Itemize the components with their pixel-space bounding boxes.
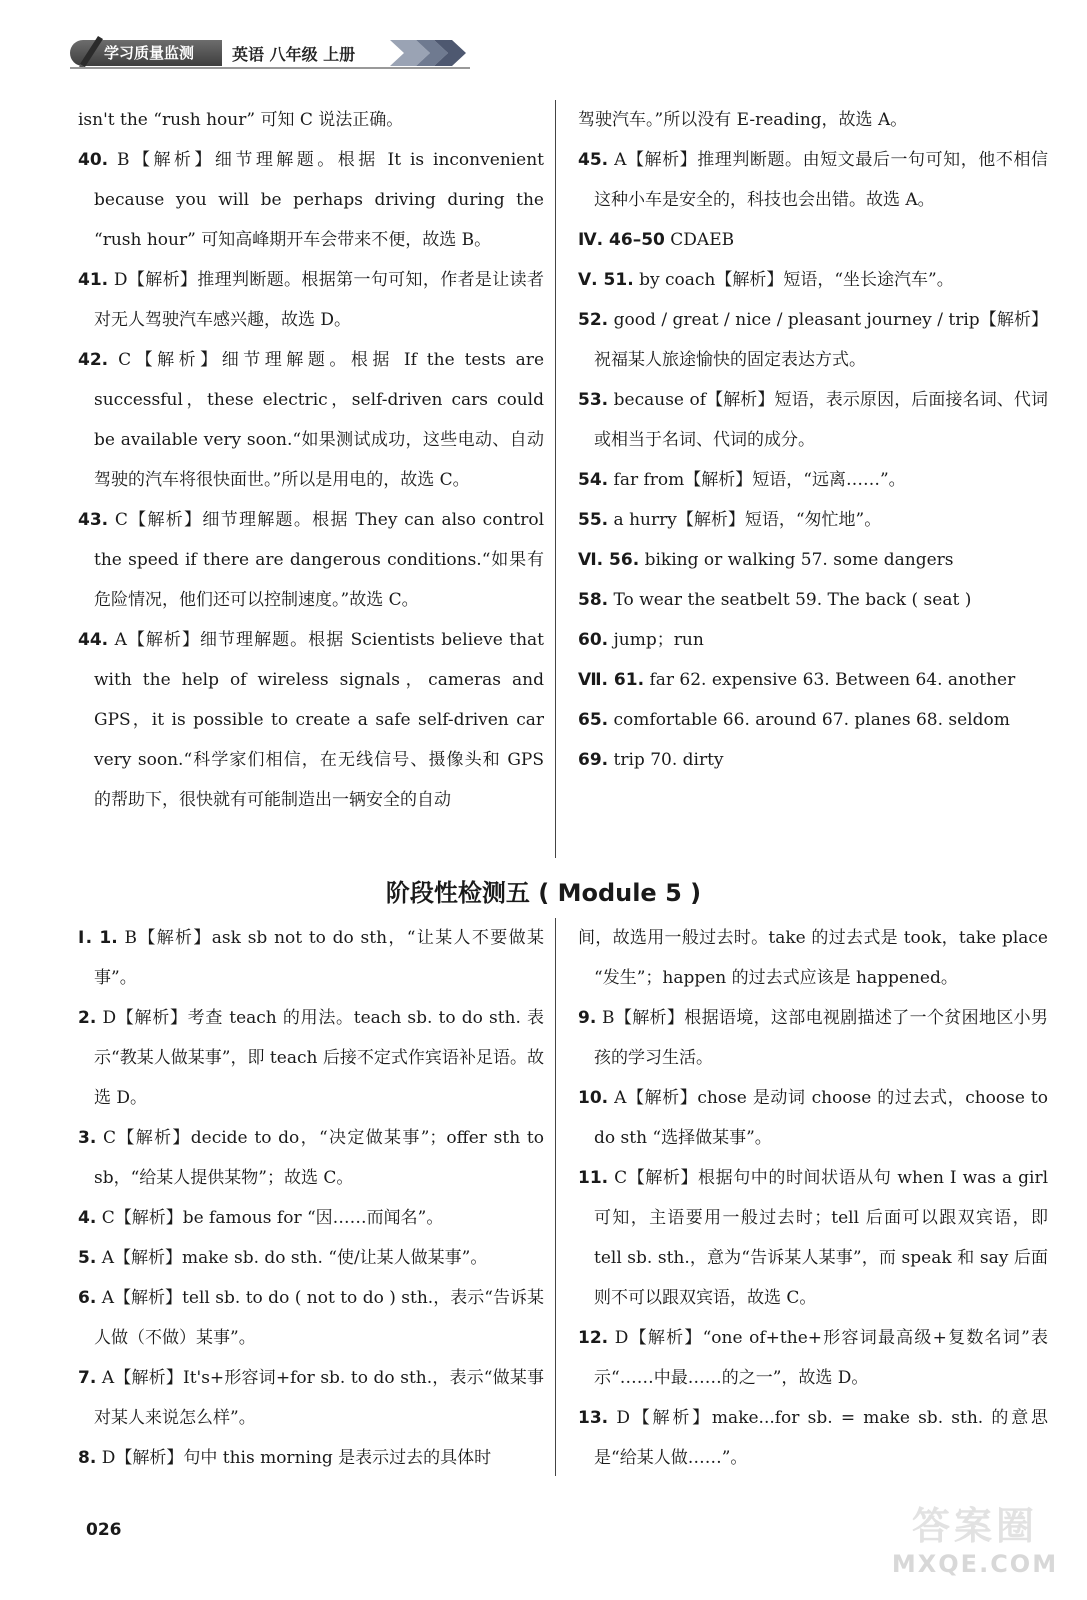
answer-text: C【解析】细节理解题。根据 If the tests are successful，these electric，self-driven cars could be available very soon.“如果测试成功，这些电动、自动驾驶的汽车将很快面世。”所以是用电的，故选 C。 (94, 350, 544, 490)
answer-text: far 62. expensive 63. Between 64. another (649, 670, 1016, 690)
answer-item (78, 140, 544, 260)
question-number: Ⅵ. 56. (578, 550, 640, 570)
question-number: 42. (78, 350, 109, 370)
answer-item (78, 998, 544, 1118)
answer-item (578, 580, 1048, 620)
question-number: 65. (578, 710, 609, 730)
answer-item (78, 260, 544, 340)
answer-text: A【解析】It's+形容词+for sb. to do sth.，表示“做某事对某人来说怎么样”。 (94, 1368, 544, 1428)
question-number: 4. (78, 1208, 97, 1228)
question-number: 45. (578, 150, 609, 170)
answer-text: A【解析】细节理解题。根据 Scientists believe that with the help of wireless signals，cameras and GPS，it is possible to create a safe self-driven car very soon.“科学家们相信，在无线信号、摄像头和 GPS 的帮助下，很快就有可能制造出一辆安全的自动 (94, 630, 544, 810)
answer-text: B【解析】细节理解题。根据 It is inconvenient because you will be perhaps driving during the “rush hour” 可知高峰期开车会带来不便，故选 B。 (94, 150, 544, 250)
answer-text: B【解析】根据语境，这部电视剧描述了一个贫困地区小男孩的学习生活。 (594, 1008, 1048, 1068)
answer-item (78, 1358, 544, 1438)
answer-item (578, 460, 1048, 500)
answer-text: 间，故选用一般过去时。take 的过去式是 took，take place “发生”；happen 的过去式应该是 happened。 (578, 928, 1048, 988)
answer-text: To wear the seatbelt 59. The back ( seat ) (613, 590, 972, 610)
answer-text: CDAEB (670, 230, 735, 250)
answers-right-column (578, 100, 1048, 780)
question-number: 69. (578, 750, 609, 770)
answer-text: A【解析】chose 是动词 choose 的过去式，choose to do sth “选择做某事”。 (594, 1088, 1048, 1148)
answer-item (578, 100, 1048, 140)
answer-item (78, 1238, 544, 1278)
answer-item (578, 540, 1048, 580)
answer-text: C【解析】根据句中的时间状语从句 when I was a girl 可知，主语要用一般过去时；tell 后面可以跟双宾语，即 tell sb. sth.，意为“告诉某人某事”，而 speak 和 say 后面则不可以跟双宾语，故选 C。 (594, 1168, 1049, 1308)
answer-text: C【解析】细节理解题。根据 They can also control the speed if there are dangerous conditions.“如果有危险情况，他们还可以控制速度。”故选 C。 (94, 510, 545, 610)
answer-text: D【解析】make...for sb. = make sb. sth. 的意思是“给某人做……”。 (594, 1408, 1048, 1468)
answer-item (578, 1398, 1048, 1478)
chevron-arrows-icon (388, 38, 488, 68)
answer-item (578, 660, 1048, 700)
answer-text: good / great / nice / pleasant journey / trip【解析】祝福某人旅途愉快的固定表达方式。 (594, 310, 1048, 370)
page-number: 026 (86, 1520, 122, 1540)
column-divider-2 (555, 918, 556, 1476)
answer-item (578, 500, 1048, 540)
answer-item (78, 1278, 544, 1358)
question-number: 55. (578, 510, 609, 530)
answer-text: D【解析】推理判断题。根据第一句可知，作者是让读者对无人驾驶汽车感兴趣，故选 D。 (94, 270, 544, 330)
answer-text: D【解析】句中 this morning 是表示过去的具体时 (101, 1448, 492, 1468)
answer-text: 驾驶汽车。”所以没有 E-reading，故选 A。 (578, 110, 908, 130)
answer-text: B【解析】ask sb not to do sth，“让某人不要做某事”。 (94, 928, 544, 988)
answer-item (78, 100, 544, 140)
question-number: 54. (578, 470, 609, 490)
question-number: 13. (578, 1408, 609, 1428)
answer-item (578, 998, 1048, 1078)
question-number: 44. (78, 630, 109, 650)
header-rule (70, 67, 470, 69)
answer-text: biking or walking 57. some dangers (644, 550, 954, 570)
answer-text: far from【解析】短语，“远离……”。 (613, 470, 906, 490)
answer-item (578, 300, 1048, 380)
question-number: 10. (578, 1088, 609, 1108)
subject-grade-label: 英语 八年级 上册 (232, 45, 356, 64)
watermark (880, 1495, 1070, 1590)
answer-item (578, 140, 1048, 220)
answers-left-column (78, 100, 544, 820)
answer-item (578, 918, 1048, 998)
watermark-url: MXQE.COM (891, 1550, 1059, 1578)
answer-item (78, 918, 544, 998)
question-number: 52. (578, 310, 609, 330)
question-number: 9. (578, 1008, 597, 1028)
answer-text: A【解析】make sb. do sth. “使/让某人做某事”。 (101, 1248, 488, 1268)
answer-item (578, 1318, 1048, 1398)
answer-item (78, 500, 544, 620)
question-number: 7. (78, 1368, 97, 1388)
question-number: 43. (78, 510, 109, 530)
pen-icon (76, 32, 106, 68)
answer-item (578, 260, 1048, 300)
answer-item (78, 1118, 544, 1198)
answer-item (578, 1078, 1048, 1158)
column-divider (555, 100, 556, 858)
question-number: 40. (78, 150, 109, 170)
answer-text: because of【解析】短语，表示原因，后面接名词、代词或相当于名词、代词的成分。 (594, 390, 1049, 450)
question-number: 60. (578, 630, 609, 650)
answer-text: A【解析】推理判断题。由短文最后一句可知，他不相信这种小车是安全的，科技也会出错。故选 A。 (594, 150, 1049, 210)
question-number: Ⅰ. 1. (78, 928, 118, 948)
answer-item (78, 340, 544, 500)
answer-item (578, 220, 1048, 260)
section-title: 阶段性检测五 ( Module 5 ) (385, 879, 702, 907)
series-title: 学习质量监测 (104, 44, 195, 62)
question-number: 5. (78, 1248, 97, 1268)
question-number: 11. (578, 1168, 609, 1188)
answer-item (578, 700, 1048, 740)
question-number: 3. (78, 1128, 97, 1148)
answer-item (578, 1158, 1048, 1318)
question-number: 58. (578, 590, 609, 610)
answer-text: C【解析】decide to do，“决定做某事”；offer sth to sb，“给某人提供某物”；故选 C。 (94, 1128, 544, 1188)
question-number: 12. (578, 1328, 609, 1348)
answer-item (578, 740, 1048, 780)
question-number: Ⅳ. 46–50 (578, 230, 665, 250)
answer-text: C【解析】be famous for “因……而闻名”。 (101, 1208, 444, 1228)
question-number: 8. (78, 1448, 97, 1468)
answer-text: comfortable 66. around 67. planes 68. seldom (613, 710, 1010, 730)
question-number: Ⅴ. 51. (578, 270, 634, 290)
answer-text: D【解析】考查 teach 的用法。teach sb. to do sth. 表示“教某人做某事”，即 teach 后接不定式作宾语补足语。故选 D。 (94, 1008, 545, 1108)
module5-left-column (78, 918, 544, 1478)
answer-item (78, 620, 544, 820)
answer-text: isn't the “rush hour” 可知 C 说法正确。 (78, 110, 404, 130)
answer-text: by coach【解析】短语，“坐长途汽车”。 (639, 270, 954, 290)
answer-text: A【解析】tell sb. to do ( not to do ) sth.，表示“告诉某人做（不做）某事”。 (94, 1288, 544, 1348)
answer-text: a hurry【解析】短语，“匆忙地”。 (613, 510, 882, 530)
answer-text: trip 70. dirty (613, 750, 724, 770)
question-number: Ⅶ. 61. (578, 670, 645, 690)
answer-item (578, 380, 1048, 460)
question-number: 2. (78, 1008, 97, 1028)
answer-text: D【解析】“one of+the+形容词最高级+复数名词”表示“……中最……的之一”，故选 D。 (594, 1328, 1048, 1388)
answer-item (578, 620, 1048, 660)
answer-item (78, 1198, 544, 1238)
question-number: 53. (578, 390, 609, 410)
question-number: 41. (78, 270, 109, 290)
page-header (70, 36, 470, 70)
answer-item (78, 1438, 544, 1478)
module5-right-column (578, 918, 1048, 1478)
question-number: 6. (78, 1288, 97, 1308)
answer-text: jump；run (613, 630, 704, 650)
watermark-logo: 答案圈 (911, 1504, 1038, 1548)
